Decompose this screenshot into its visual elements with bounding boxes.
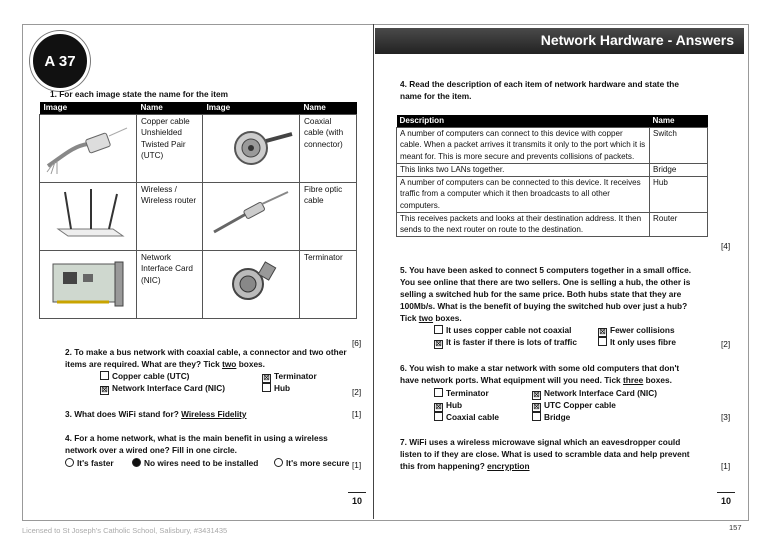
q6-option-nic[interactable]: ☒ Network Interface Card (NIC) [533, 388, 657, 399]
checked-box-icon[interactable]: ☒ [533, 404, 540, 411]
col-name: Name [300, 102, 357, 114]
q7-line1: 7. WiFi uses a wireless microwave signal which an eavesdropper could [400, 437, 681, 447]
utp-name: Copper cable Unshielded Twisted Pair (UTC) [137, 114, 203, 182]
q5-line4: 100Mb/s. What is the benefit of buying the switched hub over just a hub? [400, 301, 688, 311]
q1-marks: [6] [352, 338, 362, 348]
radio-icon[interactable] [274, 458, 283, 467]
page-number: 157 [729, 523, 742, 532]
q2-option-nic[interactable]: ☒ Network Interface Card (NIC) [101, 383, 225, 394]
checked-box-icon[interactable]: ☒ [101, 387, 108, 394]
wireless-router-image [40, 182, 137, 250]
q6-prompt-line2: have network ports. What equipment will you need. Tick three boxes. [400, 375, 672, 385]
q4-marks: [1] [352, 460, 362, 470]
col-name: Name [137, 102, 203, 114]
fibre-cable-image [203, 182, 300, 250]
checked-box-icon[interactable]: ☒ [435, 404, 442, 411]
q4-prompt-line2: network over a wired one? Fill in one circle. [65, 445, 237, 455]
desc-switch: A number of computers can connect to this device with copper cable. When a packet arrives it transmits it only to the port which it is meant for. This is more secure and prevents collisions of packets. [397, 127, 650, 163]
nic-card-image [40, 250, 137, 318]
checked-box-icon[interactable]: ☒ [435, 341, 442, 348]
total-line [348, 492, 366, 493]
name-hub: Hub [650, 176, 708, 212]
q5-marks: [2] [721, 339, 731, 349]
q7-marks: [1] [721, 461, 731, 471]
q4-option-faster[interactable]: It's faster [65, 458, 114, 470]
q5-line1: 5. You have been asked to connect 5 computers together in a small office. [400, 265, 692, 275]
q5-line2: You see online that there are two sellers. One is selling a hub, the other is [400, 277, 691, 287]
q6-option-coaxial[interactable]: Coaxial cable [434, 412, 499, 424]
q7-line3: this from happening? encryption [400, 461, 635, 473]
q4-prompt-line1: 4. For a home network, what is the main benefit in using a wireless [65, 433, 328, 443]
left-total: 10 [352, 496, 363, 506]
checkbox-icon[interactable] [532, 412, 541, 421]
q6-marks: [3] [721, 412, 731, 422]
checkbox-icon[interactable] [100, 371, 109, 380]
license-footer: Licensed to St Joseph's Catholic School, Salisbury, #3431435 [22, 526, 228, 535]
terminator-image [203, 250, 300, 318]
q3-answer[interactable]: Wireless Fidelity [181, 409, 247, 419]
q5-option-fewer-collisions[interactable]: ☒ Fewer collisions [599, 325, 675, 336]
q4r-marks: [4] [721, 241, 731, 251]
hardware-description-table [396, 115, 708, 237]
q4r-prompt-line1: 4. Read the description of each item of network hardware and state the [400, 79, 679, 89]
name-switch: Switch [650, 127, 708, 163]
nic-name: Network Interface Card (NIC) [137, 250, 203, 318]
name-bridge: Bridge [650, 163, 708, 176]
desc-bridge: This links two LANs together. [397, 163, 650, 176]
radio-icon[interactable] [65, 458, 74, 467]
checkbox-icon[interactable] [434, 412, 443, 421]
page-divider [373, 24, 374, 519]
q2-option-hub[interactable]: Hub [262, 383, 290, 395]
desc-hub: A number of computers can be connected to this device. It receives traffic from a computer which it then broadcasts to all other computers. [397, 176, 650, 212]
hardware-image-table [39, 102, 357, 319]
col-name: Name [650, 115, 708, 127]
col-image: Image [40, 102, 137, 114]
checked-box-icon[interactable]: ☒ [599, 329, 606, 336]
q2-option-copper[interactable]: Copper cable (UTC) [100, 371, 189, 383]
col-description: Description [397, 115, 650, 127]
desc-router: This receives packets and looks at their destination address. It then sends to the next router on route to the destination. [397, 212, 650, 236]
checkbox-icon[interactable] [434, 325, 443, 334]
q2-prompt-line2: items are required. What are they? Tick two boxes. [65, 359, 265, 369]
total-line [717, 492, 735, 493]
q2-prompt-line1: 2. To make a bus network with coaxial cable, a connector and two other [65, 347, 347, 357]
checkbox-icon[interactable] [598, 337, 607, 346]
right-total: 10 [721, 496, 732, 506]
q1-prompt: 1. For each image state the name for the item [50, 89, 228, 99]
page-title: Network Hardware - Answers [540, 32, 734, 48]
q5-option-faster[interactable]: ☒ It is faster if there is lots of traffic [435, 337, 577, 348]
q5-line5: Tick two boxes. [400, 313, 462, 323]
coax-name: Coaxial cable (with connector) [300, 114, 357, 182]
title-bar [375, 28, 744, 54]
q4r-prompt-line2: name for the item. [400, 91, 472, 101]
q3-prompt: 3. What does WiFi stand for? Wireless Fidelity [65, 409, 313, 421]
q6-option-terminator[interactable]: Terminator [434, 388, 489, 400]
q4-option-no-wires[interactable]: No wires need to be installed [132, 458, 258, 470]
q5-option-fibre[interactable]: It only uses fibre [598, 337, 676, 349]
router-name: Wireless / Wireless router [137, 182, 203, 250]
fibre-name: Fibre optic cable [300, 182, 357, 250]
q5-option-copper[interactable]: It uses copper cable not coaxial [434, 325, 571, 337]
q5-line3: selling a switched hub for the same price. Both hubs state that they are [400, 289, 682, 299]
coax-cable-image [203, 114, 300, 182]
col-image: Image [203, 102, 300, 114]
q7-answer[interactable]: encryption [487, 461, 530, 471]
radio-filled-icon[interactable] [132, 458, 141, 467]
q3-marks: [1] [352, 409, 362, 419]
q6-prompt-line1: 6. You wish to make a star network with some old computers that don't [400, 363, 680, 373]
q7-line2: listen to if they are close. What is used to scramble data and help prevent [400, 449, 690, 459]
terminator-name: Terminator [300, 250, 357, 318]
checked-box-icon[interactable]: ☒ [533, 392, 540, 399]
checkbox-icon[interactable] [434, 388, 443, 397]
q2-marks: [2] [352, 387, 362, 397]
utp-cable-image [40, 114, 137, 182]
sheet-badge: A 37 [30, 31, 90, 91]
q6-option-hub[interactable]: ☒ Hub [435, 400, 463, 411]
checked-box-icon[interactable]: ☒ [263, 375, 270, 382]
checkbox-icon[interactable] [262, 383, 271, 392]
q2-option-terminator[interactable]: ☒ Terminator [263, 371, 317, 382]
name-router: Router [650, 212, 708, 236]
q6-option-utc[interactable]: ☒ UTC Copper cable [533, 400, 616, 411]
q6-option-bridge[interactable]: Bridge [532, 412, 570, 424]
q4-option-secure[interactable]: It's more secure [274, 458, 349, 470]
